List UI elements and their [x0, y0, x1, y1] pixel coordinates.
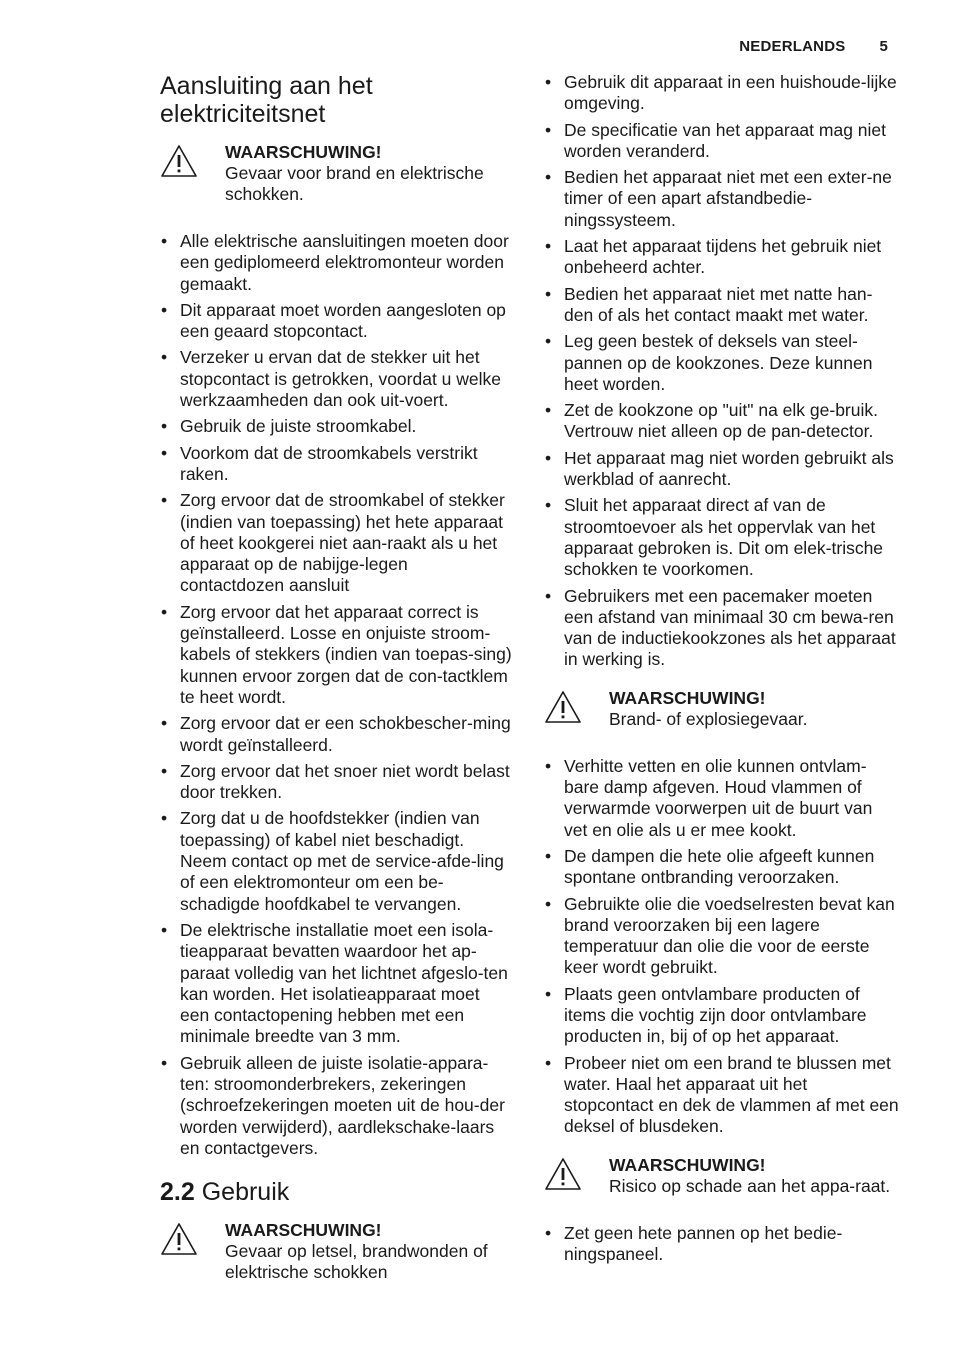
list-item: • De dampen die hete olie afgeeft kunnen spontane ontbranding veroorzaken.	[544, 846, 900, 889]
list-item: • Dit apparaat moet worden aangesloten op een geaard stopcontact.	[160, 300, 512, 343]
warning-box-electrical	[160, 142, 512, 205]
list-item: • Gebruik dit apparaat in een huishoude-lijke omgeving.	[544, 72, 900, 115]
bullet-list-fire	[544, 756, 900, 1138]
bullet-list-damage	[544, 1223, 900, 1266]
right-column	[544, 72, 900, 1270]
list-item: • Plaats geen ontvlambare producten of items die vochtig zijn door ontvlambare producten in, bij of op het apparaat.	[544, 984, 900, 1048]
list-item: • Verzeker u ervan dat de stekker uit het stopcontact is getrokken, voordat u welke werkzaamheden dan ook uit-voert.	[160, 347, 512, 411]
list-item: • De elektrische installatie moet een isola-tieapparaat bevatten waardoor het ap-paraat volledig van het lichtnet afgeslo-ten kan worden. Het isolatieapparaat moet een contactopening hebben met een minimale breedte van 3 mm.	[160, 920, 512, 1048]
warning-text: Brand- of explosiegevaar.	[609, 708, 808, 729]
list-item: • Sluit het apparaat direct af van de stroomtoevoer als het oppervlak van het apparaat gebroken is. Dit om elek-trische schokken te voorkomen.	[544, 495, 900, 580]
warning-box-damage	[544, 1155, 900, 1197]
section-title-electrical: Aansluiting aan het elektriciteitsnet	[160, 72, 373, 128]
left-column	[160, 72, 512, 1309]
list-item: • Zorg ervoor dat het snoer niet wordt belast door trekken.	[160, 761, 512, 804]
list-item: • Het apparaat mag niet worden gebruikt als werkblad of aanrecht.	[544, 448, 900, 491]
warning-title: WAARSCHUWING!	[225, 1220, 382, 1241]
list-item: • Gebruik de juiste stroomkabel.	[160, 416, 512, 437]
warning-text: Gevaar voor brand en elektrische schokken.	[225, 163, 484, 204]
list-item: • Laat het apparaat tijdens het gebruik niet onbeheerd achter.	[544, 236, 900, 279]
warning-text: Gevaar op letsel, brandwonden of elektrische schokken	[225, 1241, 488, 1283]
list-item: • Verhitte vetten en olie kunnen ontvlam-bare damp afgeven. Houd vlammen of verwarmde voorwerpen uit de buurt van vet en olie als u er mee kookt.	[544, 756, 900, 841]
warning-box-gebruik	[160, 1220, 512, 1283]
warning-title: WAARSCHUWING!	[225, 142, 382, 162]
bullet-list-electrical	[160, 231, 512, 1159]
list-item: • Voorkom dat de stroomkabels verstrikt raken.	[160, 443, 512, 486]
warning-title: WAARSCHUWING!	[609, 687, 766, 708]
page-header	[739, 38, 888, 55]
list-item: • Zorg dat u de hoofdstekker (indien van toepassing) of kabel niet beschadigt. Neem contact op met de service-afde-ling of een elektromonteur om een be-schadigde hoofdkabel te vervangen.	[160, 808, 512, 914]
list-item: • Bedien het apparaat niet met natte han-den of als het contact maakt met water.	[544, 284, 900, 327]
warning-triangle-icon	[544, 1157, 582, 1191]
section-title-gebruik	[160, 1178, 512, 1206]
warning-triangle-icon	[160, 1222, 198, 1256]
list-item: • Zorg ervoor dat er een schokbescher-ming wordt geïnstalleerd.	[160, 713, 512, 756]
warning-text: Risico op schade aan het appa-raat.	[609, 1175, 891, 1196]
list-item: • Bedien het apparaat niet met een exter-ne timer of een apart afstandbedie-ningssysteem.	[544, 167, 900, 231]
section-number: 2.2	[160, 1178, 195, 1207]
list-item: • Zet geen hete pannen op het bedie-ningspaneel.	[544, 1223, 900, 1266]
list-item: • De specificatie van het apparaat mag niet worden veranderd.	[544, 120, 900, 163]
page-number: 5	[879, 38, 888, 55]
list-item: • Leg geen bestek of deksels van steel-pannen op de kookzones. Deze kunnen heet worden.	[544, 331, 900, 395]
list-item: • Gebruik alleen de juiste isolatie-appara-ten: stroomonderbrekers, zekeringen (schroefzekeringen moeten uit de hou-der worden verwijderd), aardlekschake-laars en contactgevers.	[160, 1053, 512, 1159]
warning-triangle-icon	[544, 690, 582, 724]
list-item: • Probeer niet om een brand te blussen met water. Haal het apparaat uit het stopcontact en dek de vlammen af met een deksel of blusdeken.	[544, 1053, 900, 1138]
list-item: • Zet de kookzone op "uit" na elk ge-bruik. Vertrouw niet alleen op de pan-detector.	[544, 400, 900, 443]
list-item: • Gebruikte olie die voedselresten bevat kan brand veroorzaken bij een lagere temperatuur dan olie die voor de eerste keer wordt gebruikt.	[544, 894, 900, 979]
section-name: Gebruik	[201, 1178, 290, 1207]
warning-title: WAARSCHUWING!	[609, 1154, 766, 1175]
list-item: • Zorg ervoor dat het apparaat correct is geïnstalleerd. Losse en onjuiste stroom-kabels of stekkers (indien van toepas-sing) kunnen ervoor zorgen dat de con-tactklem te heet wordt.	[160, 602, 512, 708]
warning-box-fire	[544, 688, 900, 730]
list-item: • Gebruikers met een pacemaker moeten een afstand van minimaal 30 cm bewa-ren van de inductiekookzones als het apparaat in werking is.	[544, 586, 900, 671]
warning-triangle-icon	[160, 144, 198, 178]
header-language: NEDERLANDS	[739, 38, 846, 55]
list-item: • Zorg ervoor dat de stroomkabel of stekker (indien van toepassing) het hete apparaat of heet kookgerei niet aan-raakt als u het apparaat op de nabijge-legen contactdozen aansluit	[160, 490, 512, 596]
list-item: • Alle elektrische aansluitingen moeten door een gediplomeerd elektromonteur worden gemaakt.	[160, 231, 512, 295]
bullet-list-usage	[544, 72, 900, 671]
